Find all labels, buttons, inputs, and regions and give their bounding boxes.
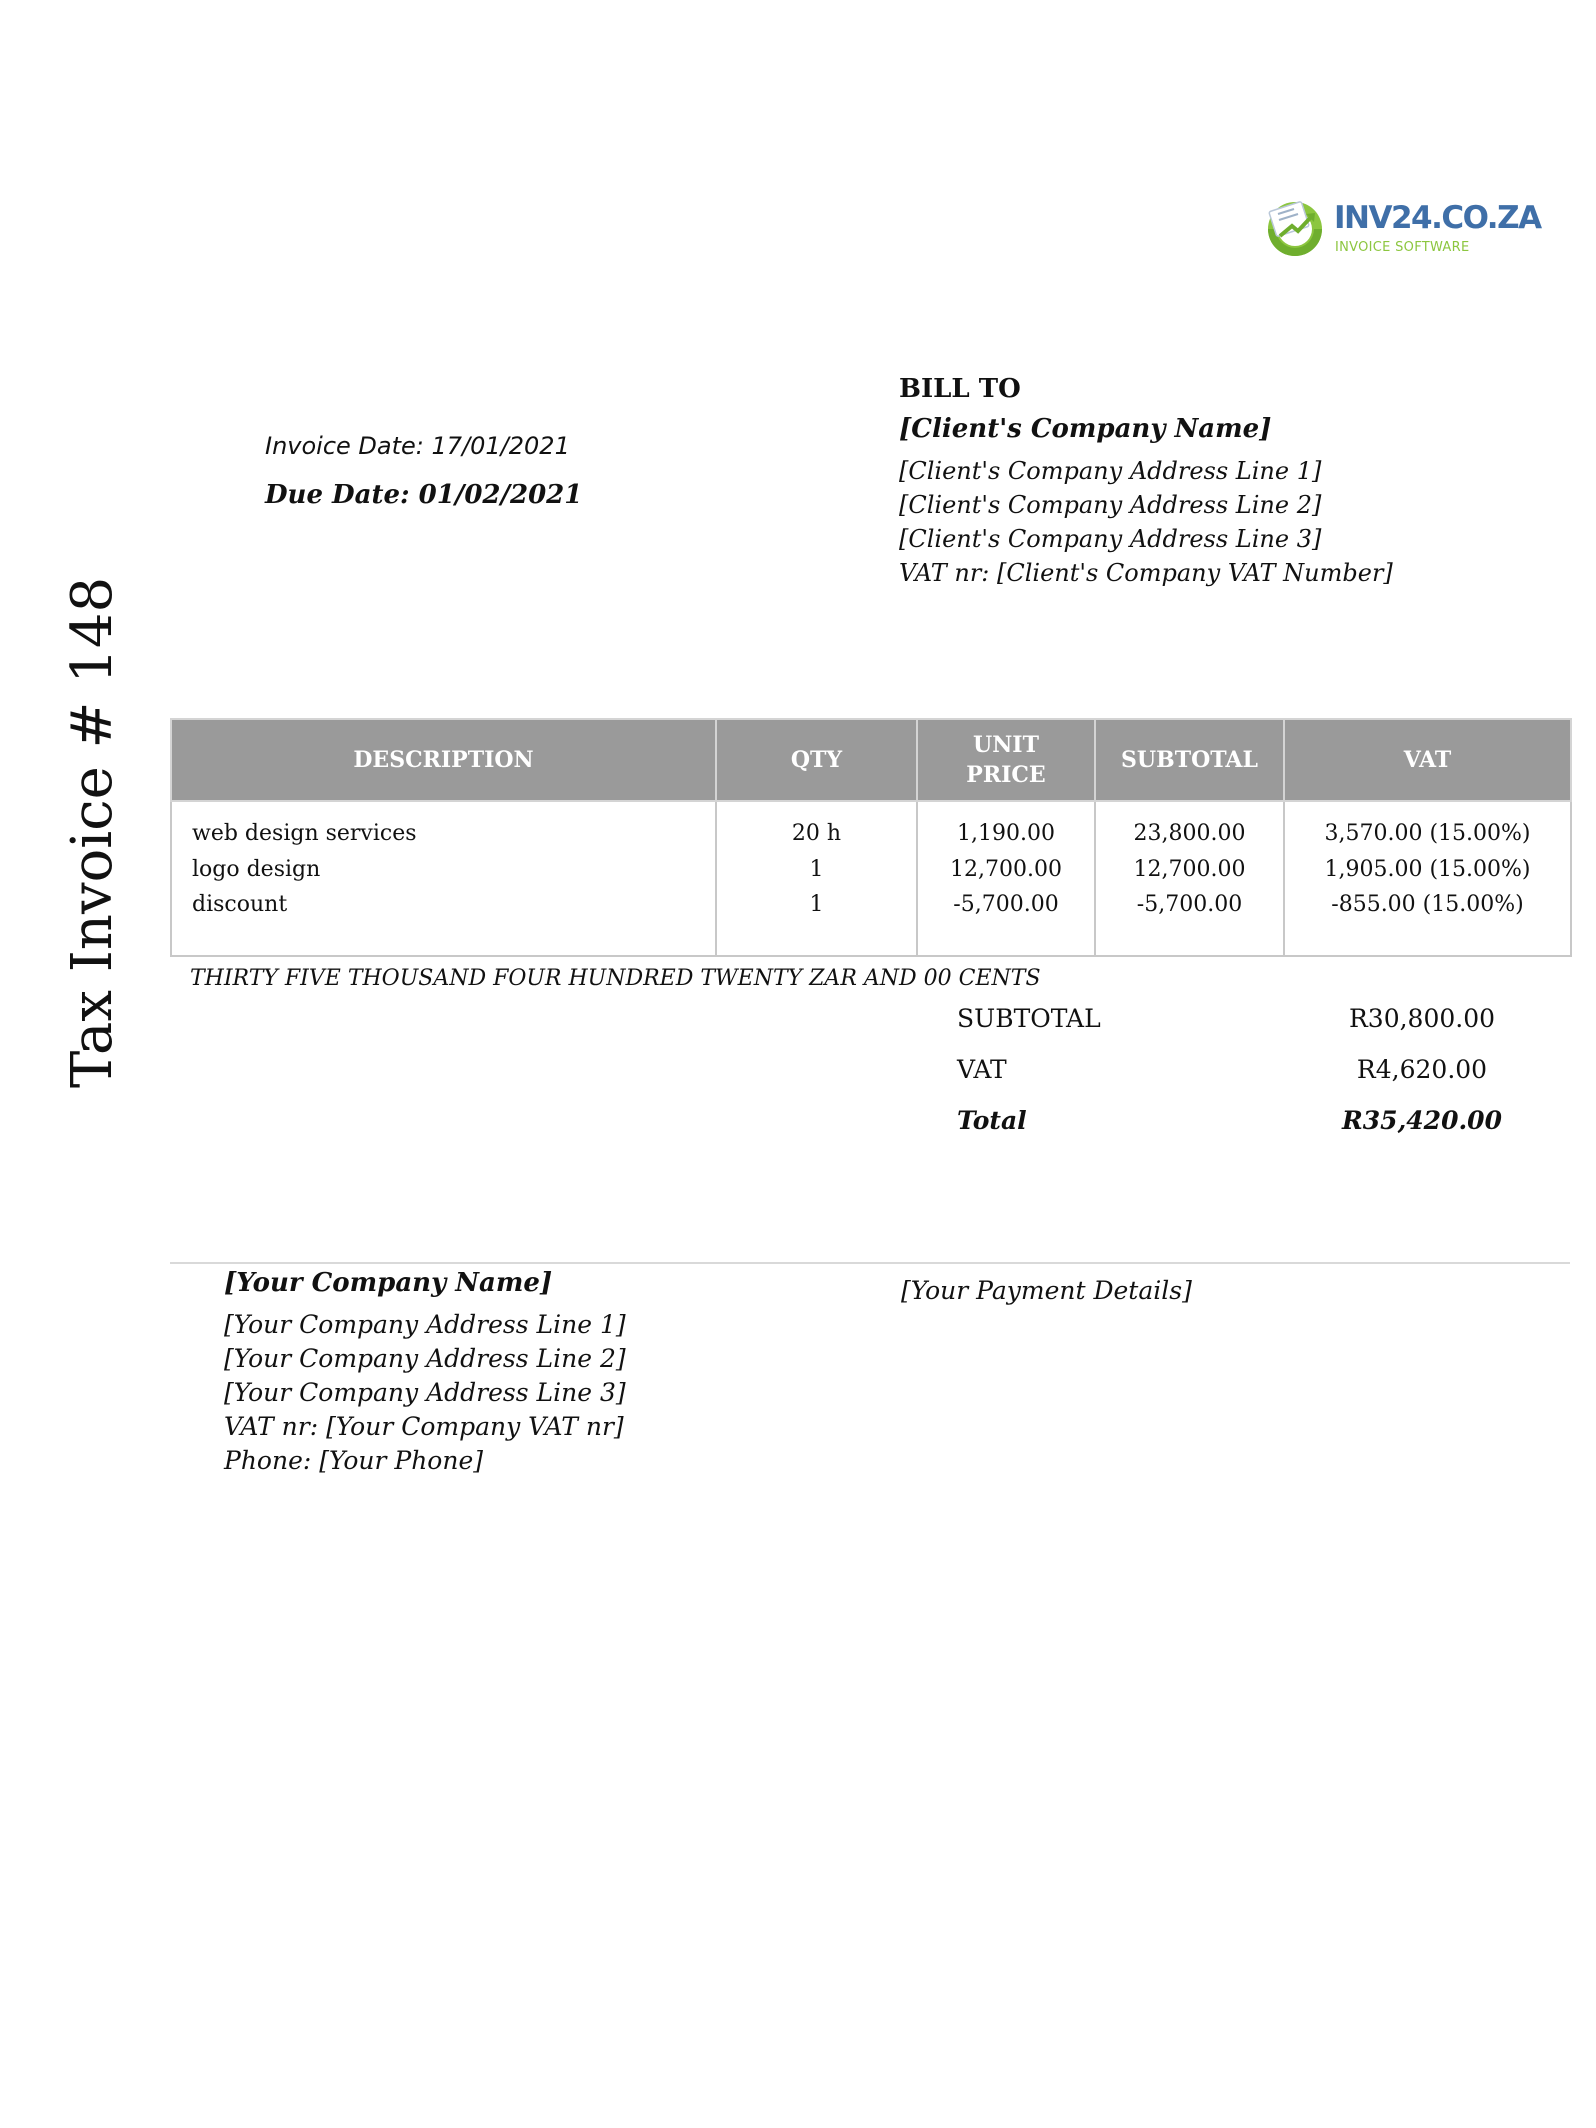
item-unit-price: -5,700.00 (953, 892, 1059, 917)
subtotal-cell (1095, 801, 1284, 956)
table-header-row (171, 719, 1571, 801)
item-unit-price: 1,190.00 (957, 821, 1055, 846)
item-vat: 1,905.00 (15.00%) (1324, 856, 1531, 882)
item-subtotal: -5,700.00 (1136, 892, 1243, 917)
client-address-line: [Client's Company Address Line 2] (899, 491, 1322, 519)
line-items-table (170, 718, 1572, 957)
column-header-qty: QTY (716, 719, 917, 801)
total-label: Total (957, 1106, 1027, 1135)
client-company-name: [Client's Company Name] (899, 414, 1272, 444)
column-header-subtotal: SUBTOTAL (1095, 719, 1284, 801)
column-header-description: DESCRIPTION (171, 719, 716, 801)
subtotal-label: SUBTOTAL (957, 1004, 1101, 1033)
logo-wordmark: INV24.CO.ZA (1334, 200, 1541, 236)
item-qty: 1 (809, 892, 824, 917)
invoice-date: Invoice Date: 17/01/2021 (265, 432, 570, 460)
company-vat-number: VAT nr: [Your Company VAT nr] (224, 1412, 624, 1441)
amount-in-words: THIRTY FIVE THOUSAND FOUR HUNDRED TWENTY ZAR AND 00 CENTS (190, 966, 1041, 991)
growth-chart-logo-icon (1262, 194, 1328, 260)
unit-price-header-line: UNIT (973, 732, 1039, 758)
qty-cell (716, 801, 917, 956)
footer-divider (170, 1262, 1570, 1264)
column-header-vat: VAT (1284, 719, 1571, 801)
company-address-line: [Your Company Address Line 2] (224, 1344, 626, 1373)
company-address-line: [Your Company Address Line 3] (224, 1378, 626, 1407)
payment-details: [Your Payment Details] (901, 1276, 1192, 1305)
vat-label: VAT (957, 1055, 1007, 1084)
company-address-line: [Your Company Address Line 1] (224, 1310, 626, 1339)
subtotal-value: R30,800.00 (1348, 1004, 1496, 1033)
description-cell (171, 801, 716, 956)
company-logo (1262, 192, 1541, 264)
client-vat-number: VAT nr: [Client's Company VAT Number] (899, 559, 1393, 587)
item-vat: -855.00 (15.00%) (1331, 892, 1524, 917)
column-header-unit-price (917, 719, 1095, 801)
due-date: Due Date: 01/02/2021 (265, 480, 583, 510)
bill-to-heading: BILL TO (899, 374, 1021, 404)
unit-price-header-line: PRICE (966, 762, 1046, 788)
client-address-line: [Client's Company Address Line 1] (899, 457, 1322, 485)
bill-to-block (899, 372, 1393, 590)
item-subtotal: 23,800.00 (1133, 821, 1246, 846)
unit-price-cell (917, 801, 1095, 956)
company-name: [Your Company Name] (224, 1268, 553, 1298)
company-details (224, 1266, 626, 1478)
total-value: R35,420.00 (1342, 1106, 1502, 1135)
item-vat: 3,570.00 (15.00%) (1324, 821, 1531, 846)
logo-tagline: INVOICE SOFTWARE (1335, 240, 1470, 255)
item-subtotal: 12,700.00 (1133, 856, 1246, 882)
item-description: discount (192, 892, 288, 917)
company-phone: Phone: [Your Phone] (224, 1446, 483, 1475)
vat-cell (1284, 801, 1571, 956)
document-title: Tax Invoice # 148 (60, 576, 125, 1088)
item-unit-price: 12,700.00 (950, 856, 1062, 882)
item-description: web design services (192, 821, 417, 846)
item-qty: 20 h (791, 821, 842, 846)
table-body-row (171, 801, 1571, 956)
item-description: logo design (192, 856, 321, 882)
client-address-line: [Client's Company Address Line 3] (899, 525, 1322, 553)
vat-value: R4,620.00 (1356, 1055, 1488, 1084)
item-qty: 1 (809, 856, 824, 882)
